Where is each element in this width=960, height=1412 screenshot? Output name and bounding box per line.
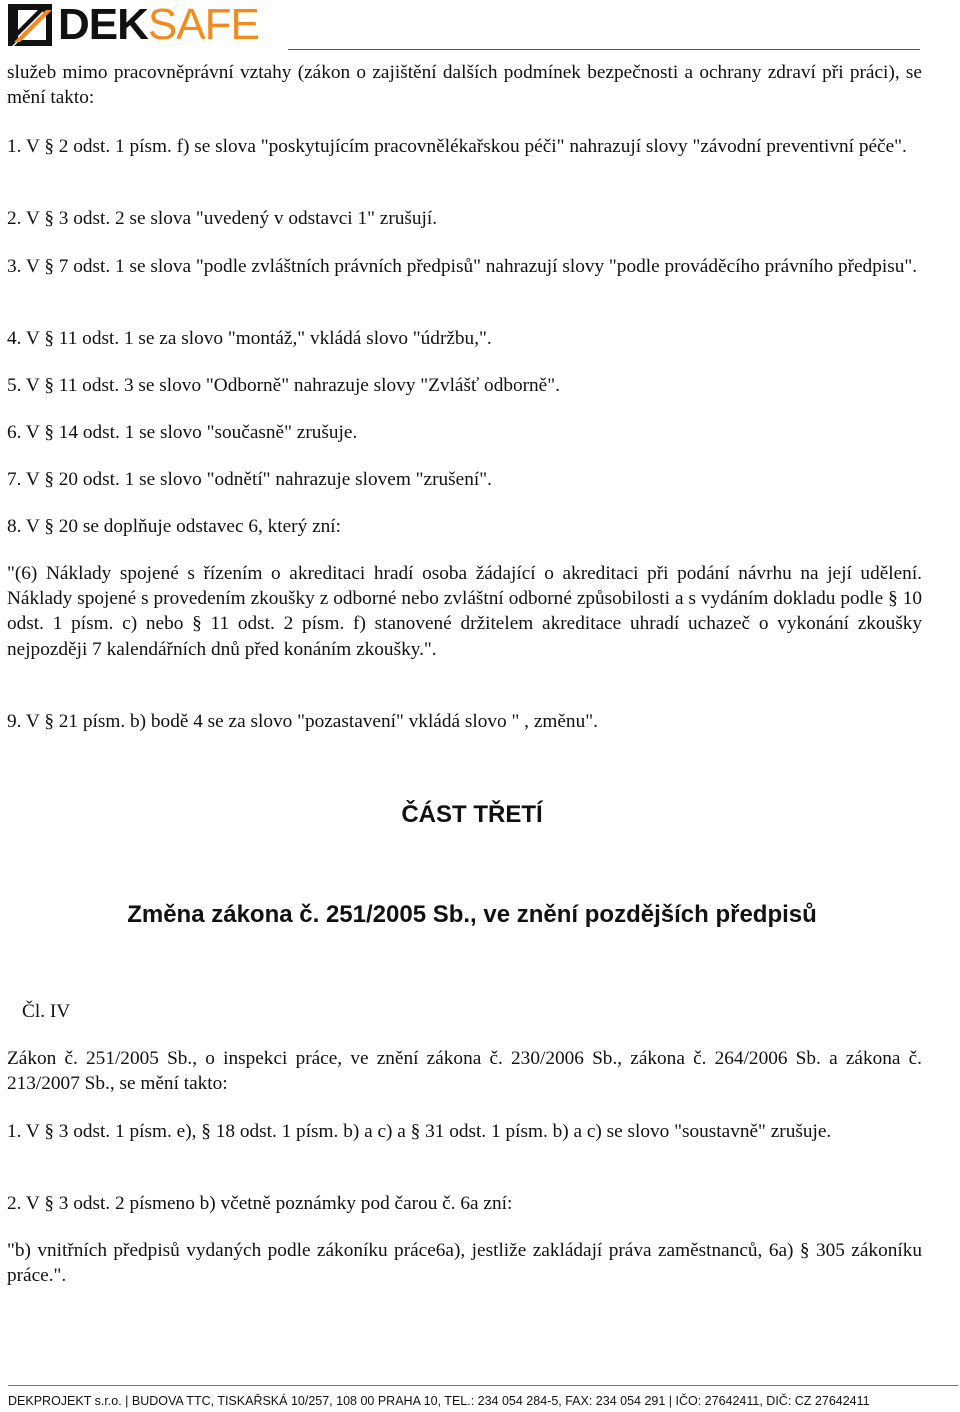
- footer-divider: [8, 1385, 958, 1386]
- law-heading: Změna zákona č. 251/2005 Sb., ve znění pozdějších předpisů: [127, 901, 817, 928]
- paragraph-point-2: 2. V § 3 odst. 2 se slova "uvedený v odstavci 1" zrušují.: [7, 208, 438, 229]
- paragraph-law-point-1: 1. V § 3 odst. 1 písm. e), § 18 odst. 1 písm. b) a c) a § 31 odst. 1 písm. b) a c) se slovo "soustavně" zrušuje.: [7, 1121, 832, 1142]
- page-footer: DEKPROJEKT s.r.o. | BUDOVA TTC, TISKAŘSKÁ 10/257, 108 00 PRAHA 10, TEL.: 234 054 284-5, FAX: 234 054 291 | IČO: 27642411, DIČ: CZ 27642411: [8, 1394, 870, 1408]
- paragraph-intro: služeb mimo pracovněprávní vztahy (zákon o zajištění dalších podmínek bezpečnosti a ochrany zdraví při práci), se mění takto:: [7, 62, 922, 109]
- page-header: [8, 2, 920, 52]
- paragraph-point-8: 8. V § 20 se doplňuje odstavec 6, který zní:: [7, 516, 341, 537]
- article-number: Čl. IV: [22, 1001, 71, 1022]
- dek-safe-logo: [8, 2, 259, 48]
- logo-safe-text: SAFE: [147, 0, 259, 49]
- paragraph-point-4: 4. V § 11 odst. 1 se za slovo "montáž," vkládá slovo "údržbu,".: [7, 328, 492, 349]
- header-divider: [288, 49, 920, 50]
- dek-slash-logo-icon: [8, 4, 52, 46]
- paragraph-point-6: 6. V § 14 odst. 1 se slovo "současně" zrušuje.: [7, 422, 358, 443]
- paragraph-point-5: 5. V § 11 odst. 3 se slovo "Odborně" nahrazuje slovy "Zvlášť odborně".: [7, 375, 560, 396]
- paragraph-point-3: 3. V § 7 odst. 1 se slova "podle zvláštních právních předpisů" nahrazují slovy "podle prováděcího právního předpisu".: [7, 256, 918, 277]
- paragraph-point-1: 1. V § 2 odst. 1 písm. f) se slova "poskytujícím pracovnělékařskou péči" nahrazují slovy "závodní preventivní péče".: [7, 136, 907, 157]
- paragraph-law-point-2-text: "b) vnitřních předpisů vydaných podle zákoníku práce6a), jestliže zakládají práva zaměstnanců, 6a) § 305 zákoníku práce.".: [7, 1240, 922, 1287]
- paragraph-point-7: 7. V § 20 odst. 1 se slovo "odnětí" nahrazuje slovem "zrušení".: [7, 469, 492, 490]
- part-heading: ČÁST TŘETÍ: [401, 801, 543, 828]
- paragraph-point-9: 9. V § 21 písm. b) bodě 4 se za slovo "pozastavení" vkládá slovo " , změnu".: [7, 711, 598, 732]
- paragraph-amendment-text: "(6) Náklady spojené s řízením o akreditaci hradí osoba žádající o akreditaci při podání návrhu na její udělení. Náklady spojené s provedením zkoušky z odborné nebo zvláštní odborné způsobilosti a s vydáním dokladu podle § 10 odst. 1 písm. c) nebo § 11 odst. 2 písm. f) stanovené držitelem akreditace uhradí uchazeč o vykonání zkoušky nejpozději 7 kalendářních dnů před konáním zkoušky.".: [7, 563, 922, 660]
- logo-dek-text: DEK: [58, 0, 148, 49]
- paragraph-law-point-2: 2. V § 3 odst. 2 písmeno b) včetně poznámky pod čarou č. 6a zní:: [7, 1193, 513, 1214]
- paragraph-law-intro: Zákon č. 251/2005 Sb., o inspekci práce, ve znění zákona č. 230/2006 Sb., zákona č. 264/2006 Sb. a zákona č. 213/2007 Sb., se mění takto:: [7, 1048, 922, 1095]
- logo-wordmark: [58, 2, 259, 48]
